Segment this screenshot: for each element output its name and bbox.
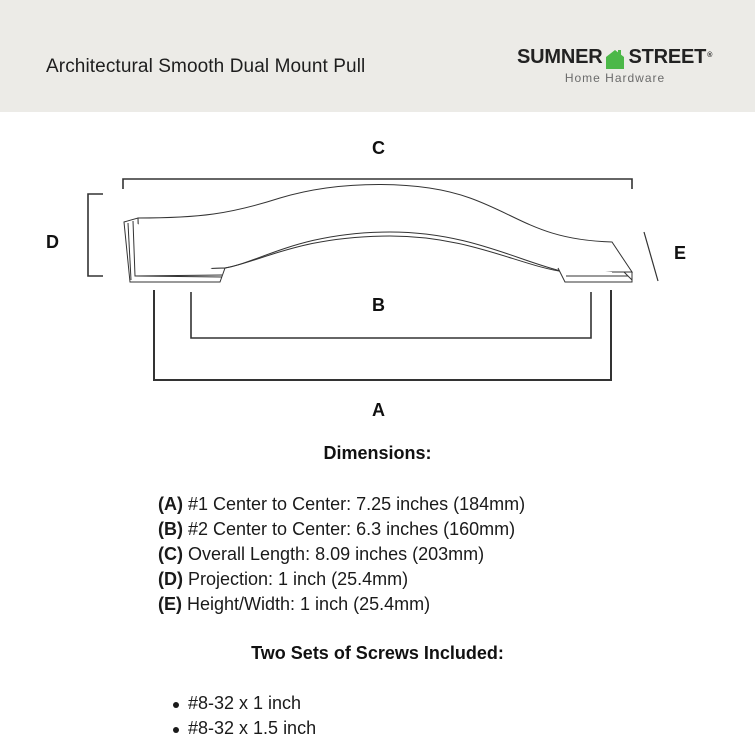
dimension-item-d: (D) Projection: 1 inch (25.4mm) bbox=[158, 569, 409, 589]
logo-tagline: Home Hardware bbox=[564, 71, 666, 85]
dimensions-list bbox=[158, 492, 525, 617]
label-e: E bbox=[674, 243, 687, 263]
logo-word-sumner: SUMNER bbox=[517, 46, 603, 68]
dimension-line-d bbox=[88, 194, 103, 276]
dimension-line-b bbox=[191, 292, 591, 338]
screw-item: #8-32 x 1 inch bbox=[170, 691, 316, 716]
registered-mark: ® bbox=[707, 52, 713, 59]
pull-drawing-svg bbox=[0, 112, 755, 432]
dimension-item-c: (C) Overall Length: 8.09 inches (203mm) bbox=[158, 544, 485, 564]
pull-body bbox=[124, 185, 632, 283]
screws-list bbox=[170, 691, 316, 741]
brand-logo bbox=[517, 46, 717, 88]
dimension-item-e: (E) Height/Width: 1 inch (25.4mm) bbox=[158, 594, 431, 614]
screws-heading: Two Sets of Screws Included: bbox=[251, 643, 504, 663]
label-b: B bbox=[372, 295, 385, 315]
dimension-item-a: (A) #1 Center to Center: 7.25 inches (184mm) bbox=[158, 494, 526, 514]
logo-word-street: STREET bbox=[628, 46, 707, 68]
pull-dimension-diagram bbox=[0, 112, 755, 432]
dimension-item-b: (B) #2 Center to Center: 6.3 inches (160mm) bbox=[158, 519, 516, 539]
label-c: C bbox=[372, 138, 385, 158]
dimension-line-e bbox=[644, 232, 658, 281]
label-d: D bbox=[46, 232, 59, 252]
label-a: A bbox=[372, 400, 385, 420]
product-title: Architectural Smooth Dual Mount Pull bbox=[46, 56, 366, 77]
header-banner bbox=[0, 0, 755, 112]
dimensions-heading: Dimensions: bbox=[323, 443, 432, 463]
logo-wordmark bbox=[517, 46, 712, 69]
screw-item: #8-32 x 1.5 inch bbox=[170, 716, 316, 741]
house-icon bbox=[605, 49, 625, 69]
